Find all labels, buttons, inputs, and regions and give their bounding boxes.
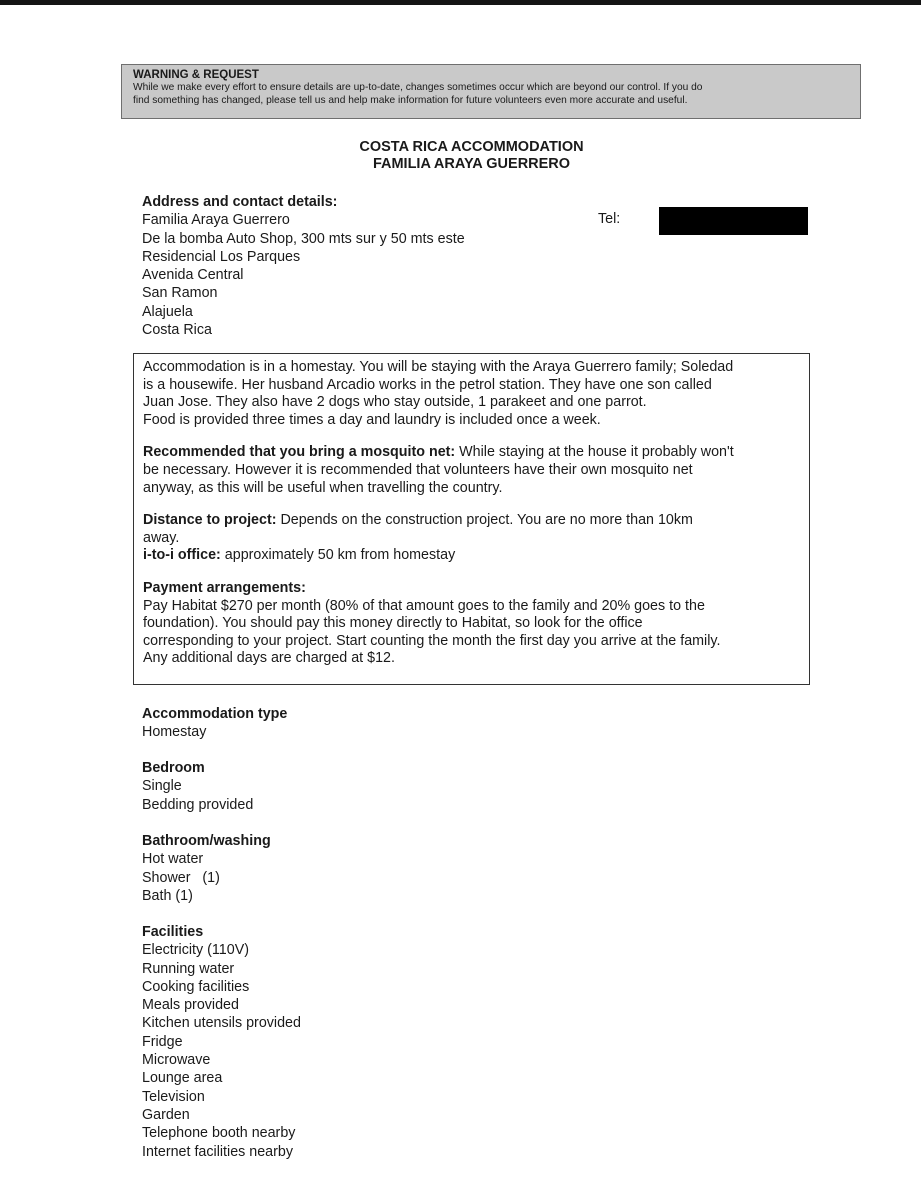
- list-item: Bath (1): [142, 887, 193, 904]
- list-item: Lounge area: [142, 1070, 223, 1087]
- address-line: Avenida Central: [142, 267, 244, 284]
- warning-line-1: While we make every effort to ensure details are up-to-date, changes sometimes occur which are beyond our control. If you do: [133, 82, 703, 93]
- mosquito-line: anyway, as this will be useful when travelling the country.: [143, 479, 503, 496]
- info-box: [133, 353, 810, 685]
- tel-label: Tel:: [598, 211, 621, 227]
- list-item: Running water: [142, 960, 235, 977]
- office-line: [143, 547, 799, 565]
- distance-line-2: away.: [143, 529, 180, 546]
- contact-section: [142, 193, 465, 339]
- mosquito-line: be necessary. However it is recommended that volunteers have their own mosquito net: [143, 461, 693, 478]
- document-subtitle: FAMILIA ARAYA GUERRERO: [372, 156, 571, 172]
- mosquito-line-1: [143, 444, 799, 462]
- accommodation-type-section: [142, 705, 287, 742]
- list-item: Electricity (110V): [142, 942, 249, 959]
- list-item: Single: [142, 778, 182, 795]
- list-item: Fridge: [142, 1033, 183, 1050]
- address-line: Alajuela: [142, 303, 193, 320]
- list-item: Television: [142, 1088, 205, 1105]
- payment-line: Pay Habitat $270 per month (80% of that amount goes to the family and 20% goes to the: [143, 597, 705, 614]
- list-item: Cooking facilities: [142, 978, 250, 995]
- mosquito-text: While staying at the house it probably won't: [455, 444, 734, 461]
- mosquito-label: Recommended that you bring a mosquito net:: [143, 444, 456, 461]
- redacted-phone: [659, 207, 808, 235]
- warning-title: WARNING & REQUEST: [133, 69, 259, 81]
- bedroom-heading: Bedroom: [142, 760, 205, 776]
- intro-line: is a housewife. Her husband Arcadio works in the petrol station. They have one son called: [143, 376, 712, 393]
- accommodation-type-heading: Accommodation type: [142, 706, 288, 722]
- distance-line-1: [143, 512, 799, 530]
- intro-line: Juan Jose. They also have 2 dogs who stay outside, 1 parakeet and one parrot.: [143, 394, 647, 411]
- bedroom-section: [142, 759, 253, 814]
- contact-heading: Address and contact details:: [142, 194, 338, 210]
- list-item: Microwave: [142, 1052, 211, 1069]
- list-item: Garden: [142, 1106, 190, 1123]
- warning-line-2: find something has changed, please tell us and help make information for future volunteers even more accurate and useful.: [133, 94, 688, 106]
- payment-line: foundation). You should pay this money directly to Habitat, so look for the office: [143, 615, 643, 632]
- document-title: COSTA RICA ACCOMMODATION: [359, 139, 584, 155]
- address-line: San Ramon: [142, 285, 218, 302]
- address-line: Familia Araya Guerrero: [142, 212, 290, 229]
- warning-box: [121, 64, 861, 119]
- facilities-section: [142, 923, 301, 1161]
- list-item: Telephone booth nearby: [142, 1125, 296, 1142]
- payment-line: Any additional days are charged at $12.: [143, 650, 395, 667]
- facilities-heading: Facilities: [142, 924, 204, 940]
- office-text: approximately 50 km from homestay: [220, 547, 456, 564]
- bathroom-heading: Bathroom/washing: [142, 833, 271, 849]
- list-item: Kitchen utensils provided: [142, 1015, 301, 1032]
- list-item: Shower (1): [142, 869, 220, 886]
- office-label: i-to-i office:: [143, 547, 221, 564]
- intro-line: Accommodation is in a homestay. You will be staying with the Araya Guerrero family; Soledad: [143, 359, 734, 375]
- address-line: De la bomba Auto Shop, 300 mts sur y 50 mts este: [142, 230, 465, 247]
- distance-text: Depends on the construction project. You are no more than 10km: [276, 512, 693, 529]
- list-item: Internet facilities nearby: [142, 1143, 293, 1160]
- payment-heading: Payment arrangements:: [143, 579, 306, 596]
- list-item: Homestay: [142, 724, 207, 741]
- list-item: Hot water: [142, 851, 204, 868]
- payment-line: corresponding to your project. Start counting the month the first day you arrive at the family.: [143, 632, 721, 649]
- top-edge-bar: [0, 0, 921, 5]
- list-item: Meals provided: [142, 997, 239, 1014]
- address-line: Costa Rica: [142, 322, 212, 339]
- distance-label: Distance to project:: [143, 512, 277, 529]
- bathroom-section: [142, 832, 271, 905]
- address-line: Residencial Los Parques: [142, 248, 301, 265]
- intro-line: Food is provided three times a day and laundry is included once a week.: [143, 411, 601, 428]
- list-item: Bedding provided: [142, 796, 254, 813]
